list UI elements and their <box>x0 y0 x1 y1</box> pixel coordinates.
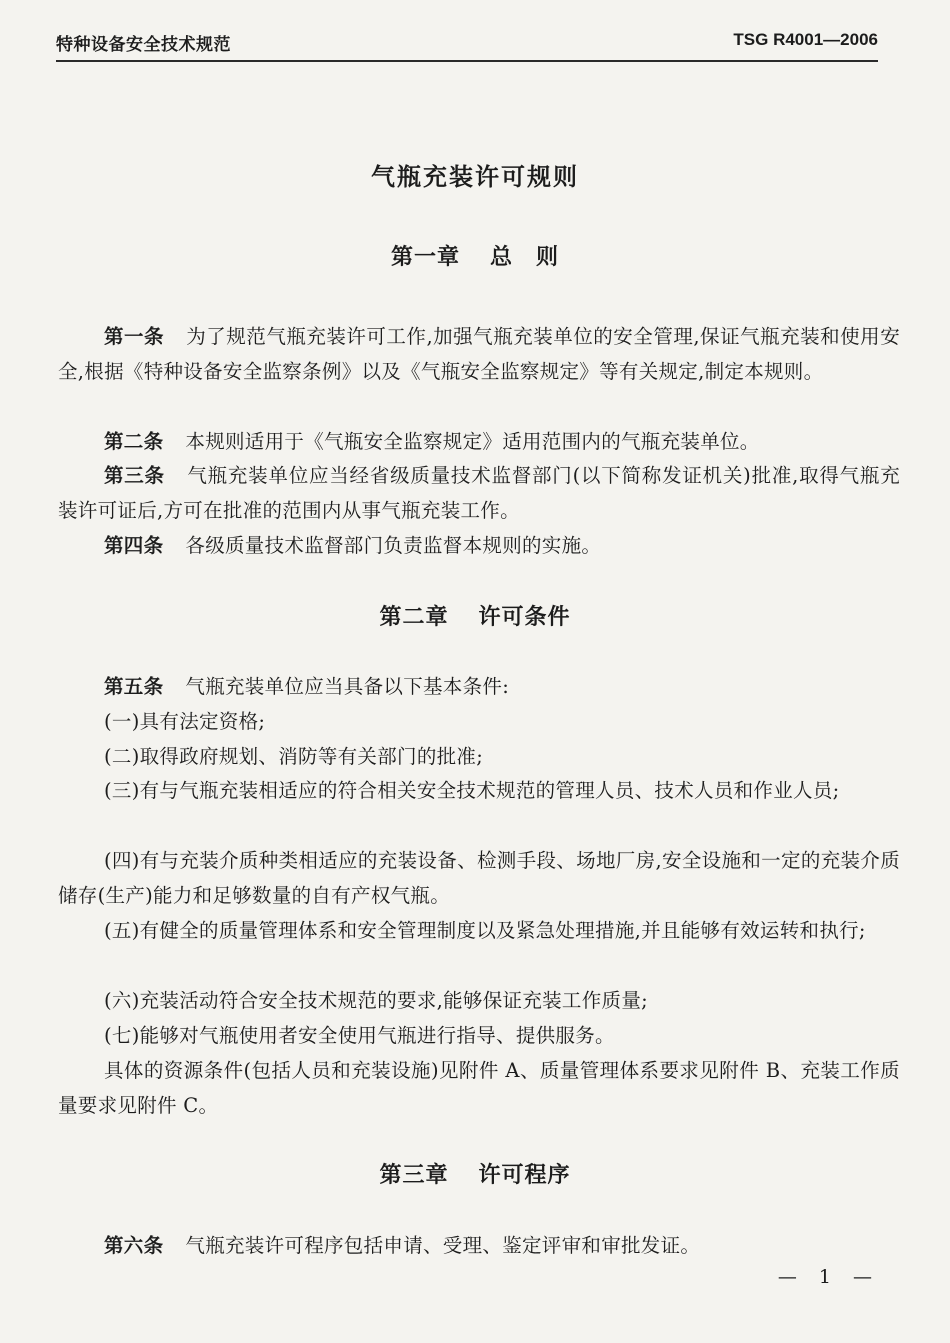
chapter-2-name: 许可条件 <box>478 605 571 630</box>
condition-item: (二)取得政府规划、消防等有关部门的批准; <box>104 745 484 768</box>
article-5-label: 第五条 <box>104 675 164 698</box>
header-series-title: 特种设备安全技术规范 <box>56 35 231 55</box>
article-3 <box>58 458 900 528</box>
condition-item: (五)有健全的质量管理体系和安全管理制度以及紧急处理措施,并且能够有效运转和执行; <box>104 919 866 942</box>
article-3-label: 第三条 <box>104 464 165 487</box>
article-6-text: 气瓶充装许可程序包括申请、受理、鉴定评审和审批发证。 <box>185 1234 701 1257</box>
condition-item: (四)有与充装介质种类相适应的充装设备、检测手段、场地厂房,安全设施和一定的充装介质储存(生产)能力和足够数量的自有产权气瓶。 <box>58 849 900 907</box>
article-1-text: 为了规范气瓶充装许可工作,加强气瓶充装单位的安全管理,保证气瓶充装和使用安全,根据《特种设备安全监察条例》以及《气瓶安全监察规定》等有关规定,制定本规则。 <box>58 325 900 383</box>
article-6 <box>58 1228 900 1263</box>
article-3-text: 气瓶充装单位应当经省级质量技术监督部门(以下简称发证机关)批准,取得气瓶充装许可证后,方可在批准的范围内从事气瓶充装工作。 <box>58 464 901 522</box>
chapter-3-label: 第三章 <box>379 1163 449 1188</box>
header-standard-code: TSG R4001—2006 <box>733 30 878 49</box>
article-4-label: 第四条 <box>104 534 164 557</box>
chapter-3-heading <box>0 1158 950 1189</box>
condition-item: (一)具有法定资格; <box>104 710 266 733</box>
condition-item: (六)充装活动符合安全技术规范的要求,能够保证充装工作质量; <box>104 989 648 1012</box>
chapter-2-heading <box>0 600 950 631</box>
article-1 <box>58 319 900 389</box>
chapter-1-heading <box>0 240 950 271</box>
resources-note: 具体的资源条件(包括人员和充装设施)见附件 A、质量管理体系要求见附件 B、充装工作质量要求见附件 C。 <box>58 1059 900 1117</box>
chapter-3-name: 许可程序 <box>478 1163 571 1188</box>
article-4 <box>58 528 900 563</box>
condition-item: (七)能够对气瓶使用者安全使用气瓶进行指导、提供服务。 <box>104 1024 615 1047</box>
article-2-label: 第二条 <box>104 430 164 453</box>
running-header <box>56 28 878 62</box>
article-5-text: 气瓶充装单位应当具备以下基本条件: <box>185 675 510 698</box>
article-2-text: 本规则适用于《气瓶安全监察规定》适用范围内的气瓶充装单位。 <box>185 430 760 453</box>
condition-item: (三)有与气瓶充装相适应的符合相关安全技术规范的管理人员、技术人员和作业人员; <box>104 779 840 802</box>
chapter-2-label: 第二章 <box>379 605 449 630</box>
article-6-label: 第六条 <box>104 1234 164 1257</box>
document-title: 气瓶充装许可规则 <box>371 163 579 191</box>
chapter-1-name: 总 则 <box>490 245 560 270</box>
article-4-text: 各级质量技术监督部门负责监督本规则的实施。 <box>185 534 602 557</box>
chapter-1-label: 第一章 <box>390 245 460 270</box>
page-number: — 1 — <box>777 1266 880 1288</box>
article-1-label: 第一条 <box>104 325 165 348</box>
article-2 <box>58 424 900 459</box>
article-5 <box>58 669 900 704</box>
